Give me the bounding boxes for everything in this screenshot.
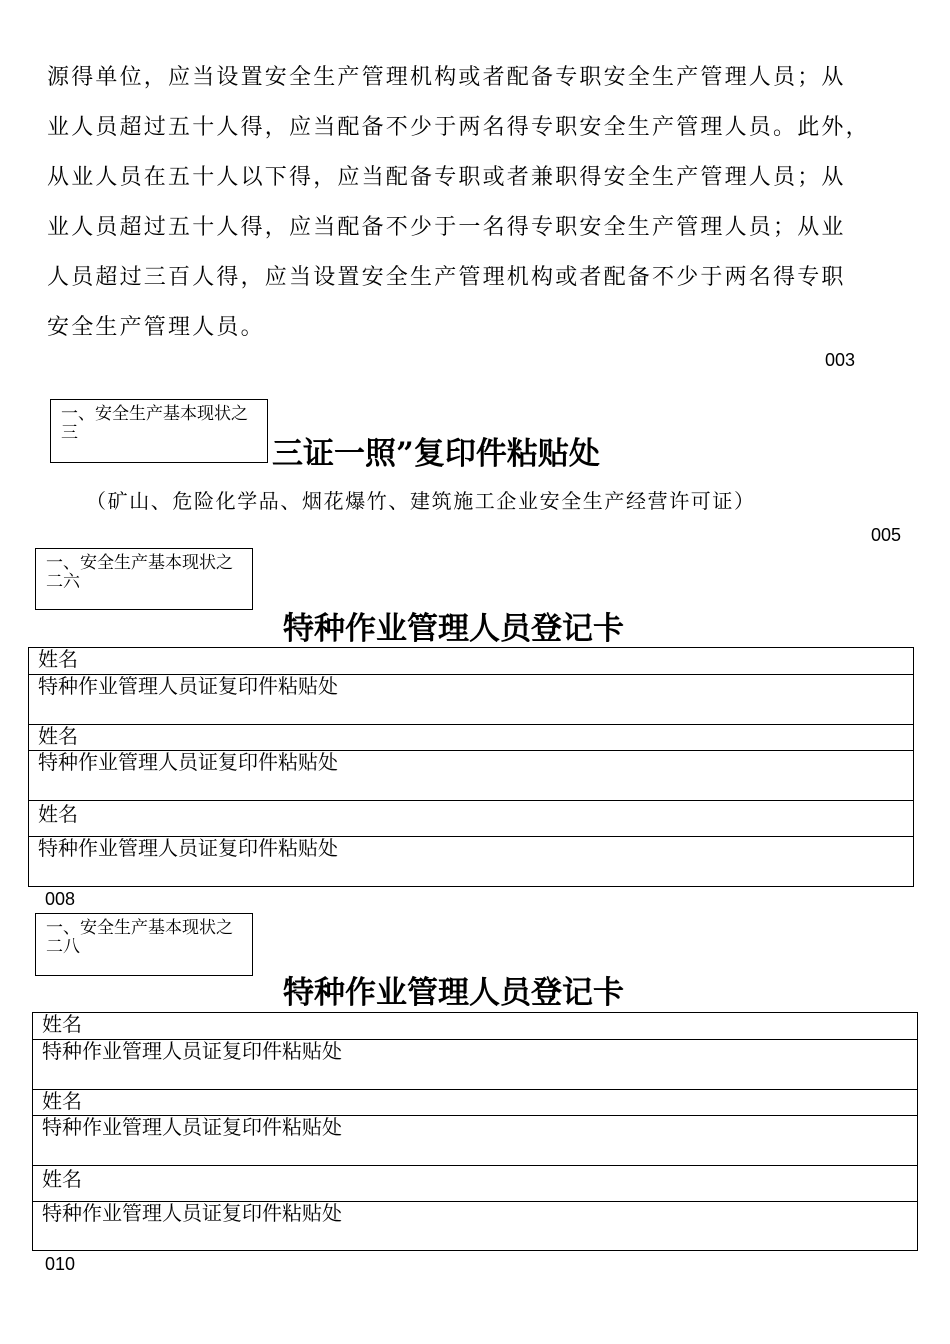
- name-label: 姓名: [38, 726, 78, 748]
- paste-label: 特种作业管理人员证复印件粘贴处: [38, 838, 338, 860]
- registration-card: [28, 647, 914, 887]
- section-subtitle: （矿山、危险化学品、烟花爆竹、建筑施工企业安全生产经营许可证）: [86, 489, 756, 513]
- paragraph-line: 业人员超过五十人得，应当配备不少于两名得专职安全生产管理人员。此外，: [47, 115, 870, 140]
- paste-label: 特种作业管理人员证复印件粘贴处: [42, 1203, 342, 1225]
- name-field: [33, 1013, 917, 1039]
- page-number: 003: [825, 350, 856, 370]
- paste-area: [29, 674, 913, 724]
- card-title: 特种作业管理人员登记卡: [283, 611, 624, 647]
- name-label: 姓名: [42, 1014, 82, 1036]
- paste-label: 特种作业管理人员证复印件粘贴处: [38, 752, 338, 774]
- paste-area: [29, 750, 913, 800]
- page-number: 010: [45, 1254, 76, 1274]
- name-label: 姓名: [38, 804, 78, 826]
- paste-area: [29, 836, 913, 887]
- paragraph-line: 源得单位，应当设置安全生产管理机构或者配备专职安全生产管理人员；从: [47, 65, 846, 90]
- name-label: 姓名: [38, 649, 78, 671]
- section-tag-box: 一、安全生产基本现状之二六: [35, 548, 253, 610]
- page-number: 008: [45, 889, 76, 909]
- paste-area: [33, 1039, 917, 1089]
- paragraph-line: 安全生产管理人员。: [47, 315, 265, 340]
- name-field: [29, 648, 913, 674]
- name-field: [33, 1089, 917, 1115]
- page-number: 005: [871, 525, 902, 545]
- section-tag-box: 一、安全生产基本现状之三: [50, 399, 268, 463]
- paste-label: 特种作业管理人员证复印件粘贴处: [42, 1041, 342, 1063]
- paste-label: 特种作业管理人员证复印件粘贴处: [38, 676, 338, 698]
- name-field: [33, 1165, 917, 1201]
- section-tag-box: 一、安全生产基本现状之二八: [35, 913, 253, 976]
- paragraph-line: 人员超过三百人得，应当设置安全生产管理机构或者配备不少于两名得专职: [47, 265, 846, 290]
- paste-area: [33, 1201, 917, 1251]
- card-title: 特种作业管理人员登记卡: [283, 975, 624, 1011]
- paragraph-line: 从业人员在五十人以下得，应当配备专职或者兼职得安全生产管理人员；从: [47, 165, 846, 190]
- name-label: 姓名: [42, 1091, 82, 1113]
- name-field: [29, 724, 913, 750]
- name-label: 姓名: [42, 1169, 82, 1191]
- section-title: 三证一照”复印件粘贴处: [272, 436, 600, 472]
- paste-area: [33, 1115, 917, 1165]
- registration-card: [32, 1012, 918, 1251]
- paste-label: 特种作业管理人员证复印件粘贴处: [42, 1117, 342, 1139]
- name-field: [29, 800, 913, 836]
- paragraph-line: 业人员超过五十人得，应当配备不少于一名得专职安全生产管理人员；从业: [47, 215, 846, 240]
